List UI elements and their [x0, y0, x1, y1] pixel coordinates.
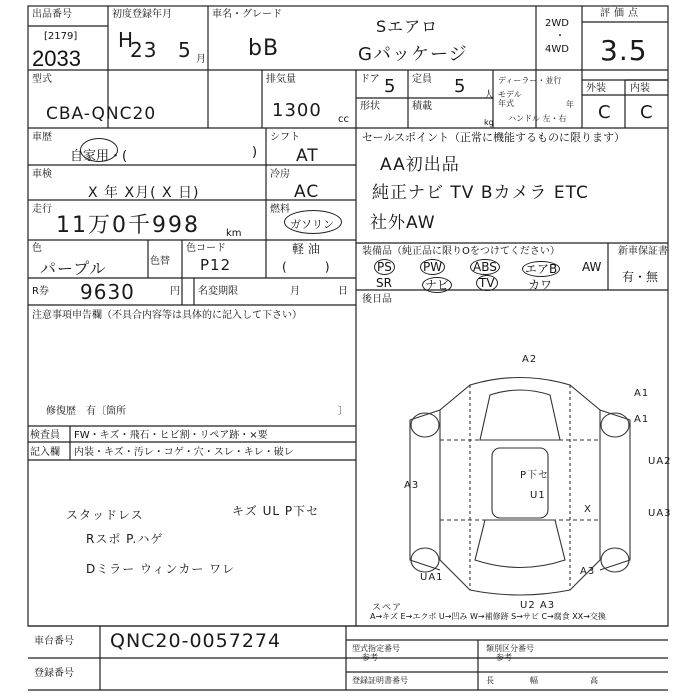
note-handwritten-1: スタッドレス	[66, 508, 144, 522]
color-change-label: 色替	[150, 256, 170, 267]
first-reg-month: 5	[178, 38, 192, 62]
color-value: パープル	[40, 259, 107, 278]
history-label: 車歴	[32, 132, 52, 143]
equip-pw: PW	[420, 260, 445, 274]
inspector-label: 検査員	[30, 430, 60, 441]
color-code: P12	[200, 256, 232, 274]
displacement: 1300	[272, 100, 322, 121]
chassis-value: QNC20-0057274	[110, 630, 282, 652]
equipment-label: 装備品（純正品に限りOをつけてください）	[362, 246, 560, 257]
mark-ua1: UA1	[420, 572, 444, 583]
chassis-label: 車台番号	[34, 636, 74, 647]
recycle-label: R券	[32, 286, 49, 297]
ac-value: AC	[294, 182, 320, 202]
mark-ua3: UA3	[648, 508, 672, 519]
cc-unit: cc	[338, 114, 349, 125]
mark-spare: スペア	[372, 603, 403, 613]
capacity-label: 定員	[412, 74, 432, 85]
shift-label: シフト	[270, 132, 300, 143]
exterior-label: 外装	[586, 83, 606, 94]
drive-2wd: 2WD	[545, 18, 569, 29]
damage-legend: A→キズ E→エクボ U→凹み W→補修跡 S→サビ C→腐食 XX→交換	[370, 612, 606, 621]
history-close: )	[252, 145, 258, 160]
interior-grade: C	[640, 102, 654, 123]
first-reg-label: 初度登録年月	[112, 9, 172, 20]
fuel-circle	[284, 210, 342, 234]
model-name-label: 車名・グレード	[212, 9, 282, 20]
note-handwritten-4: Dミラー ウィンカー ワレ	[86, 562, 236, 576]
name-change-label: 名変期限	[198, 286, 238, 297]
grade-bottom: Gパッケージ	[358, 44, 468, 65]
mark-a1-top: A1	[634, 388, 650, 399]
mileage-label: 走行	[32, 204, 52, 215]
inspection-label: 車検	[32, 169, 52, 180]
length-label: 長	[486, 676, 494, 685]
lot-number: 2033	[32, 46, 81, 71]
declaration-title: 注意事項申告欄（不具合内容等は具体的に記入して下さい）	[32, 310, 302, 321]
model-name: bB	[248, 36, 280, 61]
model-code: CBA-QNC20	[46, 104, 157, 124]
equip-aw: AW	[582, 260, 602, 274]
capacity-value: 5	[454, 76, 467, 97]
sales-line-1: AA初出品	[380, 155, 460, 175]
kg-unit: kg	[484, 118, 494, 127]
first-reg-era: H	[118, 28, 135, 52]
exterior-grade: C	[598, 102, 612, 123]
sales-line-2: 純正ナビ TV Bカメラ ETC	[372, 183, 589, 203]
classify-label: 類別区分番号	[486, 644, 534, 653]
day-label: 日	[338, 286, 348, 297]
entry-label: 記入欄	[30, 447, 60, 458]
displacement-label: 排気量	[266, 74, 296, 85]
drive-dot: ・	[555, 31, 565, 42]
documents-label: 後日品	[362, 294, 392, 305]
equip-navi: ナビ	[422, 276, 452, 293]
inspector-items: FW・キズ・飛石・ヒビ割・リペア跡・×要	[74, 430, 268, 441]
doors-label: ドア	[360, 74, 380, 85]
equip-ps: PS	[374, 260, 395, 274]
lot-number-label: 出品番号	[32, 9, 72, 20]
mark-a1: A1	[634, 414, 650, 425]
mark-ua2: UA2	[648, 456, 672, 467]
equip-sr: SR	[376, 276, 392, 290]
reg-cert-label: 登録証明書番号	[352, 676, 408, 685]
recycle-value: 9630	[80, 280, 135, 304]
color-code-label: 色コード	[186, 243, 226, 254]
load-label: 積載	[412, 101, 432, 112]
fuel-label: 燃料	[270, 204, 290, 215]
fuel-diesel: 軽 油	[292, 242, 320, 256]
equip-tv: TV	[476, 276, 498, 290]
fuel-gasoline: ガソリン	[290, 218, 334, 231]
mark-a2: A2	[522, 354, 538, 365]
shift-value: AT	[296, 146, 319, 166]
mark-a3-rear: A3	[580, 566, 596, 577]
registration-label: 登録番号	[34, 668, 74, 679]
classify-ref: 参考	[496, 653, 512, 662]
interior-label: 内装	[630, 83, 650, 94]
sales-line-3: 社外AW	[370, 213, 436, 233]
model-spec-label: 型式指定番号	[352, 644, 400, 653]
model-code-label: 型式	[32, 74, 52, 85]
rating-label: 評価点	[600, 8, 642, 19]
mark-a3: A3	[404, 480, 420, 491]
repair-close: 〕	[338, 406, 348, 417]
grade-top: Sエアロ	[376, 17, 439, 36]
mark-x: X	[584, 504, 592, 515]
rating-value: 3.5	[600, 34, 648, 67]
equip-abs: ABS	[470, 260, 500, 274]
km-unit: km	[226, 228, 242, 239]
year-unit: 年	[566, 100, 574, 109]
equip-airbag: エアB	[522, 260, 560, 277]
width-label: 幅	[530, 676, 538, 685]
equip-leather: カワ	[528, 278, 553, 292]
drive-4wd: 4WD	[545, 44, 569, 55]
ac-label: 冷房	[270, 169, 290, 180]
shape-label: 形状	[360, 101, 380, 112]
month-unit: 月	[196, 54, 206, 65]
fuel-paren: ( )	[282, 260, 330, 274]
note-handwritten-3: Rスポ P.ハゲ	[86, 532, 164, 546]
sales-title: セールスポイント（正常に機能するものに限ります）	[362, 131, 626, 144]
car-diagram	[410, 378, 630, 596]
history-circle	[80, 138, 118, 162]
repair-label: 修復歴 有〔箇所	[46, 406, 126, 417]
mileage-value: 11万0千998	[56, 213, 200, 238]
first-reg-year: 23	[130, 38, 158, 62]
person-unit: 人	[484, 90, 494, 101]
lot-code: [2179]	[44, 31, 78, 42]
mark-p-sticker: P下セ	[520, 470, 550, 481]
doors-value: 5	[384, 76, 397, 97]
warranty-value: 有・無	[622, 270, 659, 284]
color-label: 色	[32, 243, 42, 254]
handle-label: ハンドル 左・右	[508, 114, 567, 123]
model-spec-ref: 参考	[362, 653, 378, 662]
model-year-label: モデル年式	[498, 90, 522, 108]
entry-items: 内装・キズ・汚レ・コゲ・穴・スレ・キレ・破レ	[74, 447, 294, 458]
inspection-value: X 年 X月( X 日)	[88, 185, 200, 201]
history-value: 自家用・(	[70, 149, 128, 164]
yen-unit: 円	[170, 286, 180, 297]
height-label: 高	[590, 676, 598, 685]
mark-u1: U1	[530, 490, 546, 501]
note-handwritten-2: キズ UL P下セ	[232, 504, 320, 518]
mark-u2-a3: U2 A3	[520, 600, 556, 611]
warranty-label: 新車保証書	[618, 246, 668, 257]
dealer-label: ディーラー・並行	[498, 76, 562, 85]
month-label: 月	[290, 286, 300, 297]
